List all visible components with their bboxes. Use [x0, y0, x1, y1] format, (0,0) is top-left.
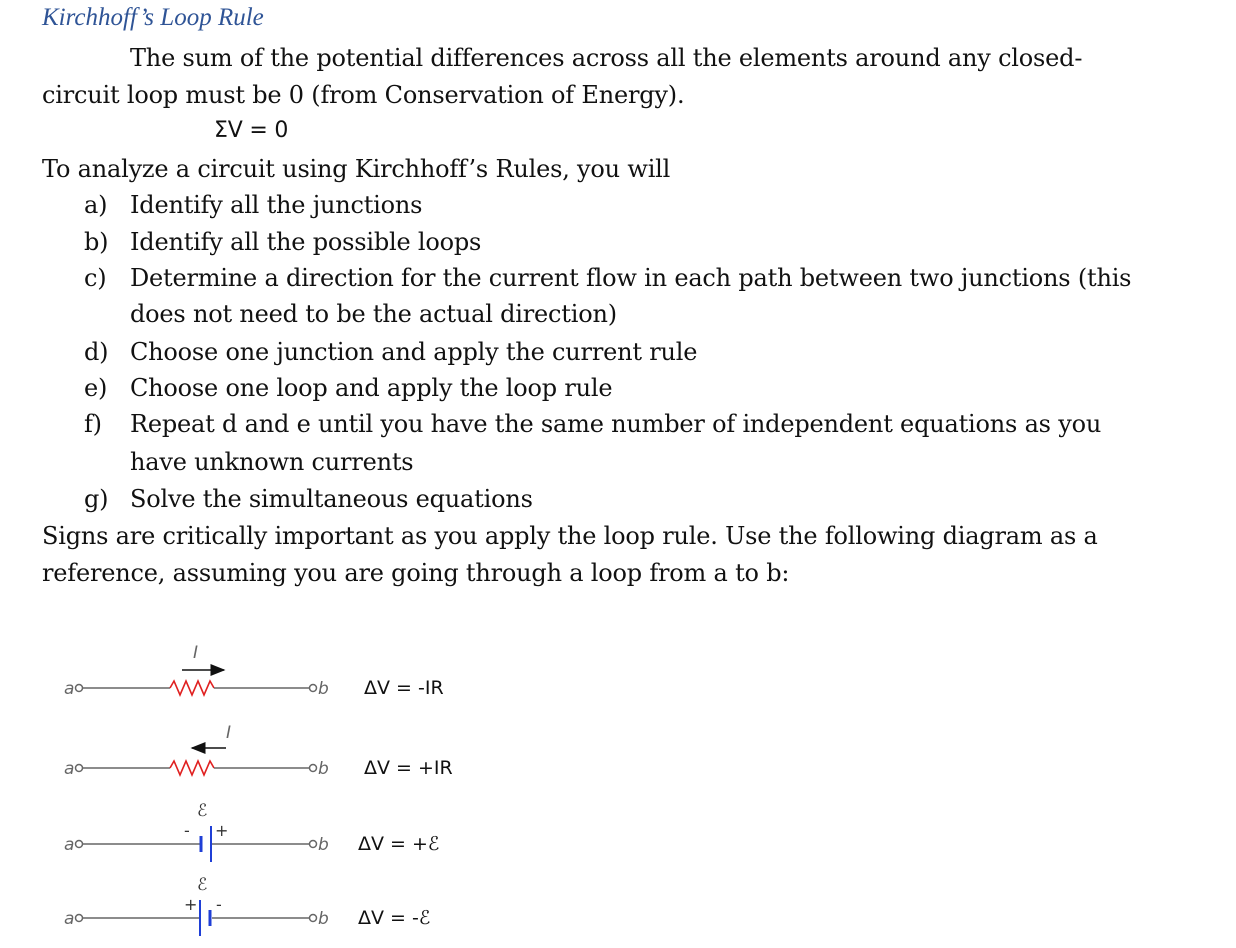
- delta-v-equation: ΔV = +ℰ: [358, 833, 440, 855]
- terminal-a-label: a: [64, 759, 75, 779]
- paragraph-line: The sum of the potential differences across all the elements around any closed-: [130, 44, 1083, 72]
- resistor-icon: [170, 681, 214, 695]
- diagram-row-resistor-forward: [64, 643, 444, 699]
- current-symbol: I: [193, 643, 199, 663]
- diagram-row-battery-forward: [64, 801, 439, 862]
- list-item-text: Identify all the junctions: [130, 191, 423, 219]
- list-item-label: b): [84, 228, 109, 256]
- delta-v-equation: ΔV = -ℰ: [358, 907, 431, 929]
- list-item-text: Determine a direction for the current flow in each path between two junctions (this: [130, 264, 1132, 292]
- list-item-text: Choose one junction and apply the current rule: [130, 338, 698, 366]
- list-item-continuation: does not need to be the actual direction): [130, 300, 617, 328]
- terminal-b-label: b: [318, 759, 329, 779]
- diagram-row-battery-reverse: [64, 875, 430, 936]
- terminal-a-label: a: [64, 835, 75, 855]
- terminal-a-node: [76, 915, 83, 922]
- terminal-a-node: [76, 841, 83, 848]
- terminal-b-node: [310, 685, 317, 692]
- minus-sign: -: [184, 821, 190, 840]
- list-item-label: d): [84, 338, 109, 366]
- emf-symbol: ℰ: [197, 801, 208, 821]
- list-item-label: a): [84, 191, 108, 219]
- loop-rule-equation: ΣV = 0: [214, 118, 289, 143]
- terminal-b-label: b: [318, 835, 329, 855]
- terminal-b-label: b: [318, 909, 329, 929]
- terminal-b-node: [310, 765, 317, 772]
- list-item-text: Solve the simultaneous equations: [130, 485, 533, 513]
- diagram-row-resistor-reverse: [64, 723, 453, 779]
- intro-line: To analyze a circuit using Kirchhoff’s Rules, you will: [42, 155, 671, 183]
- delta-v-equation: ΔV = -IR: [364, 677, 444, 699]
- minus-sign: -: [216, 895, 222, 914]
- terminal-a-label: a: [64, 679, 75, 699]
- list-item-label: f): [84, 410, 102, 438]
- list-item-label: g): [84, 485, 109, 513]
- paragraph-line: reference, assuming you are going through a loop from a to b:: [42, 559, 790, 587]
- list-item-text: Repeat d and e until you have the same number of independent equations as you: [130, 410, 1102, 438]
- paragraph-line: Signs are critically important as you apply the loop rule. Use the following diagram as a: [42, 522, 1098, 550]
- delta-v-equation: ΔV = +IR: [364, 757, 453, 779]
- emf-symbol: ℰ: [197, 875, 208, 895]
- terminal-b-node: [310, 915, 317, 922]
- paragraph-line: circuit loop must be 0 (from Conservation of Energy).: [42, 81, 685, 109]
- list-item-label: e): [84, 374, 108, 402]
- list-item-continuation: have unknown currents: [130, 448, 414, 476]
- terminal-a-label: a: [64, 909, 75, 929]
- plus-sign: +: [184, 895, 198, 914]
- terminal-a-node: [76, 685, 83, 692]
- plus-sign: +: [215, 821, 229, 840]
- terminal-a-node: [76, 765, 83, 772]
- page-title: Kirchhoff’s Loop Rule: [42, 4, 264, 31]
- current-symbol: I: [226, 723, 232, 743]
- resistor-icon: [170, 761, 214, 775]
- list-item-text: Identify all the possible loops: [130, 228, 482, 256]
- terminal-b-label: b: [318, 679, 329, 699]
- list-item-label: c): [84, 264, 107, 292]
- terminal-b-node: [310, 841, 317, 848]
- list-item-text: Choose one loop and apply the loop rule: [130, 374, 613, 402]
